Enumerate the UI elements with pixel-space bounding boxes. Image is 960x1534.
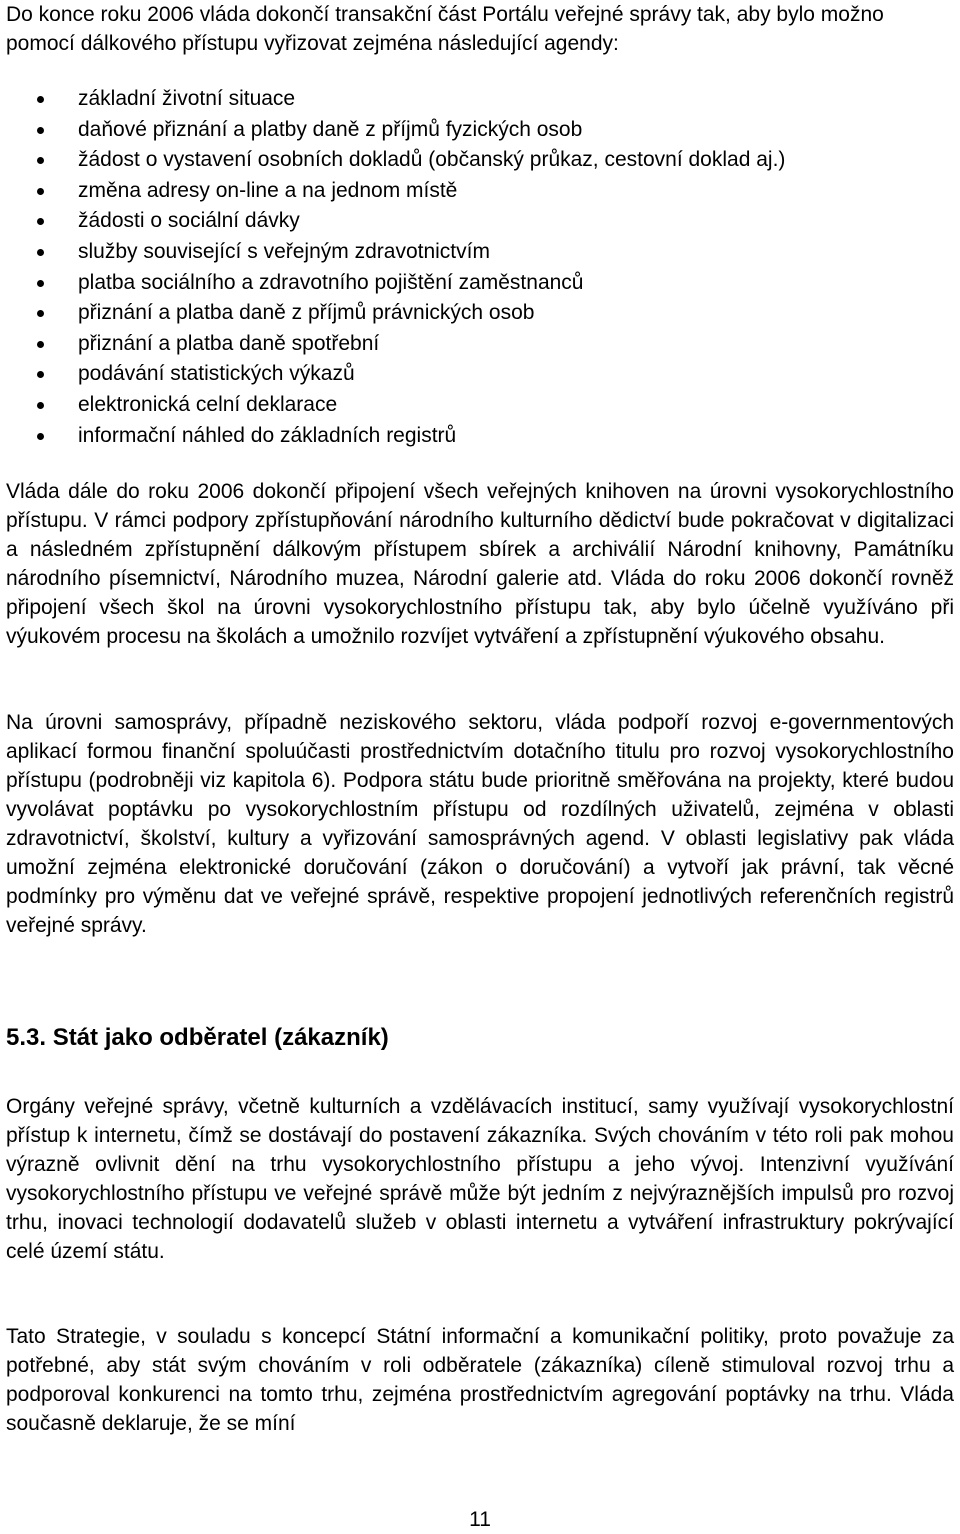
paragraph-self-government: Na úrovni samosprávy, případně neziskového sektoru, vláda podpoří rozvoj e-governmentových aplikací formou finanční spoluúčasti prostřednictvím dotačního titulu pro rozvoj vysokorychlostního přístupu (podrobněji viz kapitola 6). Podpora státu bude prioritně směřována na projekty, které budou vyvolávat poptávku po vysokorychlostním přístupu od rozdílných uživatelů, zejména v oblasti zdravotnictví, školství, kultury a vyřizování samosprávných agend. V oblasti legislativy pak vláda umožní zejména elektronické doručování (zákon o doručování) a vytvoří jak právní, tak věcné podmínky pro výměnu dat ve veřejné správě, respektive propojení jednotlivých referenčních registrů veřejné správy. — [6, 711, 954, 937]
list-item: přiznání a platba daně spotřební — [6, 329, 954, 360]
bullet-icon — [37, 341, 44, 348]
bullet-icon — [37, 402, 44, 409]
list-item: daňové přiznání a platby daně z příjmů fyzických osob — [6, 115, 954, 146]
list-item: služby související s veřejným zdravotnictvím — [6, 237, 954, 268]
list-item: platba sociálního a zdravotního pojištění zaměstnanců — [6, 268, 954, 299]
list-item: žádosti o sociální dávky — [6, 206, 954, 237]
bullet-icon — [37, 188, 44, 195]
bullet-icon — [37, 96, 44, 103]
intro-paragraph: Do konce roku 2006 vláda dokončí transakční část Portálu veřejné správy tak, aby bylo možno pomocí dálkového přístupu vyřizovat zejména následující agendy: — [6, 3, 884, 55]
paragraph-libraries: Vláda dále do roku 2006 dokončí připojení všech veřejných knihoven na úrovni vysokorychlostního přístupu. V rámci podpory zpřístupňování národního kulturního dědictví bude pokračovat v digitalizaci a následném zpřístupnění dálkovým přístupem sbírek a archiválií Národní knihovny, Památníku národního písemnictví, Národního muzea, Národní galerie atd. Vláda do roku 2006 dokončí rovněž připojení všech škol na úrovni vysokorychlostního přístupu tak, aby bylo účelně využíváno při výukovém procesu na školách a umožnilo rozvíjet vytváření a zpřístupnění výukového obsahu. — [6, 480, 954, 648]
bullet-icon — [37, 249, 44, 256]
bullet-icon — [37, 280, 44, 287]
section-heading: 5.3. Stát jako odběratel (zákazník) — [6, 1024, 389, 1051]
bullet-icon — [37, 433, 44, 440]
bullet-icon — [37, 371, 44, 378]
list-item: elektronická celní deklarace — [6, 390, 954, 421]
list-item: žádost o vystavení osobních dokladů (občanský průkaz, cestovní doklad aj.) — [6, 145, 954, 176]
list-item: informační náhled do základních registrů — [6, 421, 954, 452]
agenda-list — [6, 84, 954, 451]
bullet-icon — [37, 218, 44, 225]
bullet-icon — [37, 310, 44, 317]
paragraph-public-administration: Orgány veřejné správy, včetně kulturních a vzdělávacích institucí, samy využívají vysokorychlostní přístup k internetu, čímž se dostávají do postavení zákazníka. Svých chováním v této roli pak mohou výrazně ovlivnit dění na trhu vysokorychlostního přístupu a jeho vývoj. Intenzivní využívání vysokorychlostního přístupu ve veřejné správě může být jedním z nejvýraznějších impulsů pro rozvoj trhu, inovaci technologií dodavatelů služeb v oblasti internetu a vytváření infrastruktury pokrývající celé území státu. — [6, 1095, 954, 1263]
paragraph-strategy: Tato Strategie, v souladu s koncepcí Státní informační a komunikační politiky, proto považuje za potřebné, aby stát svým chováním v roli odběratele (zákazníka) cíleně stimuloval rozvoj trhu a podporoval konkurenci na tomto trhu, zejména prostřednictvím agregování poptávky na trhu. Vláda současně deklaruje, že se míní — [6, 1325, 954, 1435]
page-number: 11 — [469, 1508, 491, 1531]
bullet-icon — [37, 157, 44, 164]
bullet-icon — [37, 127, 44, 134]
list-item: přiznání a platba daně z příjmů právnických osob — [6, 298, 954, 329]
list-item: základní životní situace — [6, 84, 954, 115]
list-item: podávání statistických výkazů — [6, 359, 954, 390]
list-item: změna adresy on-line a na jednom místě — [6, 176, 954, 207]
